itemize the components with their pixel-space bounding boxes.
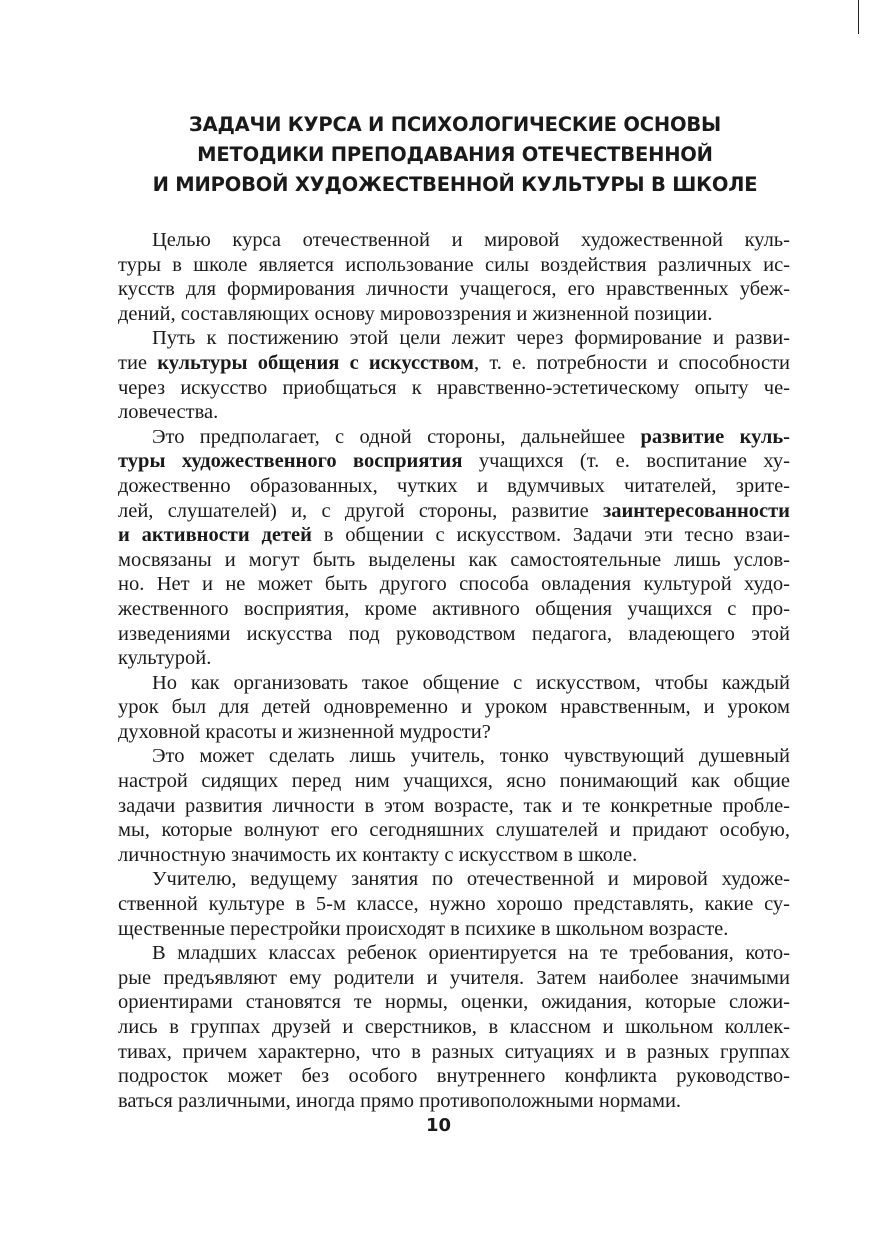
text-line: ваться различными, иногда прямо противоположными нормами. xyxy=(118,1089,682,1112)
text-run: , т. е. потребности и способности xyxy=(473,351,790,374)
page-number: 10 xyxy=(425,1115,452,1136)
paragraph xyxy=(118,228,790,326)
text-line: настрой сидящих перед ним учащихся, ясно понимающий как общие xyxy=(118,770,790,793)
body-text xyxy=(118,228,790,1113)
text-line xyxy=(118,351,790,376)
text-line: духовной красоты и жизненной мудрости? xyxy=(118,720,491,743)
text-line: но. Нет и не может быть другого способа овладения культурой худо- xyxy=(118,573,790,596)
text-line: жественного восприятия, кроме активного общения учащихся с про- xyxy=(118,597,790,620)
paragraph xyxy=(118,941,790,1113)
text-line: культурой. xyxy=(118,647,212,670)
text-run: Это предполагает, с одной стороны, дальнейшее xyxy=(152,425,641,448)
text-run: лей, слушателей) и, с другой стороны, развитие xyxy=(118,499,603,522)
text-line: Целью курса отечественной и мировой художественной куль- xyxy=(152,229,790,251)
text-line: дений, составляющих основу мировоззрения и жизненной позиции. xyxy=(118,302,713,325)
text-line: задачи развития личности в этом возрасте, так и те конкретные пробле- xyxy=(118,794,790,817)
text-line: тивах, причем характерно, что в разных ситуациях и в разных группах xyxy=(118,1040,790,1063)
text-line xyxy=(118,449,790,474)
bold-term: туры художественного восприятия xyxy=(118,450,463,473)
text-line: мосвязаны и могут быть выделены как самостоятельные лишь услов- xyxy=(118,548,790,571)
text-line xyxy=(118,425,790,450)
text-line: Учителю, ведущему занятия по отечественной и мировой художе- xyxy=(152,868,790,891)
text-line: через искусство приобщаться к нравственно-эстетическому опыту че- xyxy=(118,376,790,399)
text-line: щественные перестройки происходят в психике в школьном возрасте. xyxy=(118,917,729,940)
text-line: подросток может без особого внутреннего конфликта руководство- xyxy=(118,1065,790,1088)
text-line: дожественно образованных, чутких и вдумчивых читателей, зрите- xyxy=(118,474,790,497)
paragraph xyxy=(118,867,790,941)
text-line: туры в школе является использование силы воздействия различных ис- xyxy=(118,253,790,276)
chapter-title-line: МЕТОДИКИ ПРЕПОДАВАНИЯ ОТЕЧЕСТВЕННОЙ xyxy=(197,143,713,166)
crop-mark xyxy=(858,0,859,34)
text-line: изведениями искусства под руководством педагога, владеющего этой xyxy=(118,622,790,645)
bold-term: заинтересованности xyxy=(602,499,790,522)
text-line: Это может сделать лишь учитель, тонко чувствующий душевный xyxy=(152,745,790,768)
chapter-title xyxy=(110,110,800,200)
text-line xyxy=(118,499,790,524)
paragraph xyxy=(118,326,790,424)
text-line: рые предъявляют ему родители и учителя. Затем наиболее значимыми xyxy=(118,966,790,989)
text-line: В младших классах ребенок ориентируется на те требования, кото- xyxy=(152,942,790,965)
text-line: мы, которые волнуют его сегодняшних слушателей и придают особую, xyxy=(118,819,790,842)
text-line: кусств для формирования личности учащегося, его нравственных убеж- xyxy=(118,278,790,301)
text-line: лись в группах друзей и сверстников, в классном и школьном коллек- xyxy=(118,1016,790,1038)
chapter-title-line: И МИРОВОЙ ХУДОЖЕСТВЕННОЙ КУЛЬТУРЫ В ШКОЛЕ xyxy=(152,173,758,196)
text-line: ориентирами становятся те нормы, оценки, ожидания, которые сложи- xyxy=(118,991,790,1014)
text-line: Но как организовать такое общение с искусством, чтобы каждый xyxy=(152,671,790,694)
text-line: Путь к постижению этой цели лежит через формирование и разви- xyxy=(152,327,790,350)
text-run: в общении с искусством. Задачи эти тесно взаи- xyxy=(311,524,790,547)
text-line: ственной культуре в 5-м классе, нужно хорошо представлять, какие су- xyxy=(118,893,790,916)
text-line: урок был для детей одновременно и уроком нравственным, и уроком xyxy=(118,696,790,719)
bold-term: развитие куль- xyxy=(640,425,790,448)
paragraph xyxy=(118,744,790,867)
chapter-title-line: ЗАДАЧИ КУРСА И ПСИХОЛОГИЧЕСКИЕ ОСНОВЫ xyxy=(188,113,722,136)
text-line xyxy=(118,523,790,548)
paragraph xyxy=(118,671,790,745)
text-run: учащихся (т. е. воспитание ху- xyxy=(462,450,790,473)
text-line: личностную значимость их контакту с искусством в школе. xyxy=(118,843,638,866)
text-line: ловечества. xyxy=(118,401,219,424)
text-run: тие xyxy=(118,351,158,374)
bold-term: культуры общения с искусством xyxy=(157,351,474,374)
bold-term: и активности детей xyxy=(118,524,312,547)
paragraph xyxy=(118,425,790,671)
